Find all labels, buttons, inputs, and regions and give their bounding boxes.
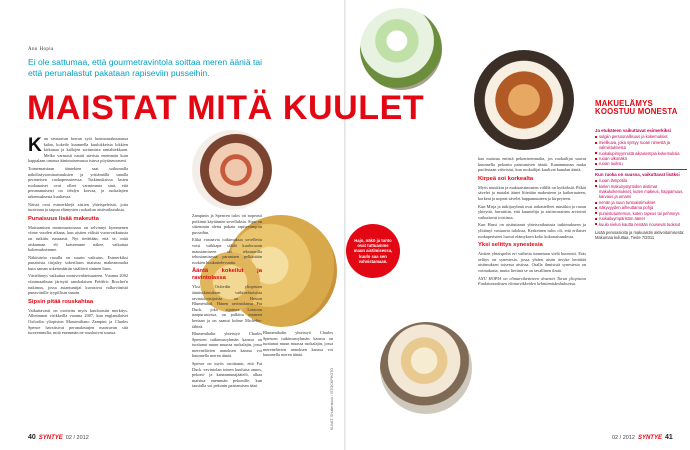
paragraph: Myös musiikin ja makuaistimusten välillä on kytköksiä. Pitkät sävelet ja matalat äänet liitetään makeuteen ja katkerauteen, korkeat ja nopeat sävelet happamuuteen ja kirpeyteen. [478,184,586,201]
subheading: Sipsin pitää rouskahtaa [28,298,94,305]
wine-toast-photo [360,8,442,90]
page-gutter [344,0,346,450]
body-column-2b [263,330,333,428]
sidebar-list-item: näkyvyyden aiheuttama pohja [595,205,687,210]
subheading: Punaisuus lisää makeutta [28,215,99,222]
sidebar-subheading: Ja etukäteen vaikuttavat esimerkiksi [595,128,671,133]
sidebar-list-item: ruoan ulkonäkö [595,156,687,161]
paragraph: Blumenthalin yhteistyö Charles Spencen tutkimusryhmän kanssa on tuottanut muun muassa ruokalajin, jossa merenelävien annoksen kanssa voi kuunnella meren ääniä. [263,330,333,358]
photo-credit: KUVAT: Shutterstock / ISTOCKPHOTO [330,367,334,430]
issue-number: 02 / 2012 [65,434,89,441]
body-column-1 [28,136,128,428]
callout-text: Hajo, näkö ja tunto ovat tuttuamme maun aistimisessa, kuulo saa sen vahvistamaan. [353,237,393,264]
paragraph: Toimemaistaan ääntekien saat sotkumalla näkölisäysominaisuuksien ja yrttiämällä sanalla perinteisen ruokaperusteessa. Tutkimuksissa lasten ruokanaiset ovat olleet varmimmia sinä, että perunamaisesti on tehdyn korvaa, ja ruokalajien rakennuksesta kuultavaa. [28,165,128,199]
magazine-name: SYNTYE [38,434,63,441]
sidebar-list-item: kielen makunystyröiden aistimat makukokemukset, kuten makeus, happamuus, karvaus ja umami [595,184,687,200]
paragraph: Maistamisen monimuotoisuus on selvinnyt kymmenen viime vuoden aikana, kun aistien välistä vuorovaikutusta on tutkittu runsaasti. Nyt tiedetään, että se, mitä aiskunnan eli katseemme näkee, vaikuttaa kokemuksemme. [28,224,128,253]
sidebar-subheading: Kun ruoka on suussa, vaikuttavat lisäksi [595,171,680,177]
magazine-name: SYNTYE [637,434,662,441]
sidebar-list-item: ruokailuympäristön äänet [595,216,687,221]
sidebar-list-1 [595,134,687,166]
subheading: Kirpeä soi korkealta [478,175,534,182]
page-number: 40 [28,434,36,441]
paragraph: Zampinin ja Spencen tulos on nopeasti poikinut käytännön sovelluksia. Sipsi on sittemmin alettu pakata rapisevampiin pusseihin. [192,213,262,235]
sidebar-box [595,126,687,241]
sidebar-list-item: mielikuva, joka syntyy ruoan nimestä ja valmistuksesta [595,140,687,151]
paragraph: Vaikuttavasti on osoitettu myös kuuloaistin merkitys. Alheimmat virikkeillä vuonna 2007, kun englantilaiset Oxfordin yliopiston Massimiliano Zampini ja Charles Spence havaitsivat perunalastujen maistuvan sitä tuoreemmilta, mitä enemmän ne rouskuivat suussa. [28,307,128,336]
sidebar-divider [595,169,687,170]
paragraph: Spence on myös osoittanut, että Fat Duck -ravintolan toinen kuuluisa annos, pekoni- ja kananmunajäätelö, alkaa maistua enemmän pekonille, kun taustalla soi pekonin paistamisen ääni. [192,361,262,389]
paragraph: Värielämys vaikuttaa monivivahteisuuteen. Vuonna 2002 viinimaailmaa järisytti ranskalaisen Frédéric Brochet'n tutkimus, jossa asiantuntijat kuvasivat valkoviinistä punaviinille tyypillisin sanoin. [28,273,128,296]
author-byline: Anu Hopia [28,47,54,52]
paragraph: un seuraavan kerran syöt luonnonrakuunassa kalaa, kokeile kuunnella kuulokkeista lokkien kirkunaa ja kallojen sortumista rantahiekkaan. Melko varmasti nautit aterista enemmän kuin kappalaan omassa äänimaisemassa istuva pöytäseuraseni. [28,136,128,164]
sidebar-note: Lisää perusasioita ja makuaistin aktivoitumisesta: Makumaa kuluttaa, Tiede 7/2011 [595,229,685,241]
callout-bubble [346,224,400,278]
sidebar-title: MAKUELÄMYS KOOSTUU MONESTA [595,99,678,117]
onion-frying-photo [380,322,472,414]
paragraph: Aistien yhteispelin eri vaiheita tunnetaan vielä huonosti. Eräs selitys on synestesia, jossa yhden aistin ärsyke herättää aistimuksen toisessa aistissa. Osalla ihmisistä synestesia on voimakasta, mutta lievänä se on tavallinen ilmiö. [478,251,586,273]
sidebar-list-2 [595,178,687,227]
article-headline: MAISTAT MITÄ KUULET [27,89,425,127]
footer-right [612,434,673,441]
sidebar-list-item: puraistutuntemus, kuten rapeus tai pehmeys [595,211,687,216]
footer-left [28,434,89,441]
sidebar-list-item: kuulo nielun kautta nenään nousevat tuoksut [595,222,687,227]
page-number: 41 [664,434,673,441]
grilled-food-photo [474,50,574,150]
woman-eating-photo [192,130,272,210]
paragraph: Yksi Oxfordin yliopiston äänitutkimuksen vaihtoehtoisista ravintoloitsijoista on Heston Blumenthal. Hänen ravintolansa Fat Duck, joka sijaitsee Lontoon naapurustossa, on palkittu moneen kertaan ja on saanut kolme Michelin-tähteä. [192,284,262,329]
sidebar-list-item: sulgiin persoonallisuus ja kokemukset [595,134,687,139]
subheading: Ääntä kokeilut ja ravintolassa [192,268,262,282]
issue-number: 02 / 2012 [612,434,635,441]
paragraph: Näkösärön ruoalla on suurin vaikutus. Esimerkiksi punaisista tiirjaley sokeriliuos maistuu makeammalta kuin saman sokerimäärän sisältävä sininen liuos. [28,254,128,271]
sidebar-list-item: ruoan tuoksu [595,161,687,166]
paragraph: kaa maistua entistä pekonisemmalta, jos ruokailijat saavat kuunnella pekonin paistumisen ääntä. Kananmunan maku puolestaan vahvistui, kun ruokailijat kuulivat kanalan ääniä. [478,156,586,173]
author-note: ANU HOPIA on elintarviketieteen dosentti Turun yliopiston Funktionaalisten elintarvikkeiden kehittämiskeskuksessa. [478,275,586,287]
sidebar-list-item: nenän ja suun tuntoaistimukset [595,200,687,205]
body-column-3 [478,156,586,428]
lead-paragraph: Ei ole sattumaa, että gourmetravintola soittaa meren ääniä tai että perunalastut pakataan rapiseviin pusseihin. [28,57,263,78]
subheading: Yksi selittys synestesia [478,242,543,249]
paragraph: Kun Hassi on aistiuttanut yhteisvaikutusta tutkimukseen ja ylittänyt vastaavia tuloksia, Keskeinen tulos oli, että erilaiset ruokaperisteet luovat elämyksen koko kokonaisuudesta. [478,222,586,239]
paragraph: Elikä vastaavia tutkimuksia sovellettu voisi vaikkapa sälälä kuuloruoan maustamiseen tai tekstuurilla tehostamisessa parantaen pelkästään ruokien houkuttelevuutta. [192,237,262,265]
paragraph: Kun Mirja ja tutkijaryhmä ovat tarkastelleet musiikin ja ruoan yhteyttä, havaittiin, että kuuntelija ja aistinvarainen arviointi vaikuttavat toisiinsa. [478,203,586,220]
paragraph: Blumenthalin yhteistyö Charles Spencen tutkimusryhmän kanssa on tuottanut muun muassa ruokalajin, jossa merenelävien annoksen kanssa voi kuunnella meren ääniä. [192,331,262,359]
sidebar-list-item: ruokalupimyynnistä aikaisempia kokemuksia [595,151,687,156]
sidebar-list-item: ruoan lämpötila [595,178,687,183]
body-column-2 [192,213,262,428]
drop-cap: K [28,136,42,156]
paragraph: Näistä ovat esimerkkejä aistien yhteispeleistä, joita tuotetaan ja taipuu elämysten ruokailun aistivaikutuksia. [28,201,128,213]
